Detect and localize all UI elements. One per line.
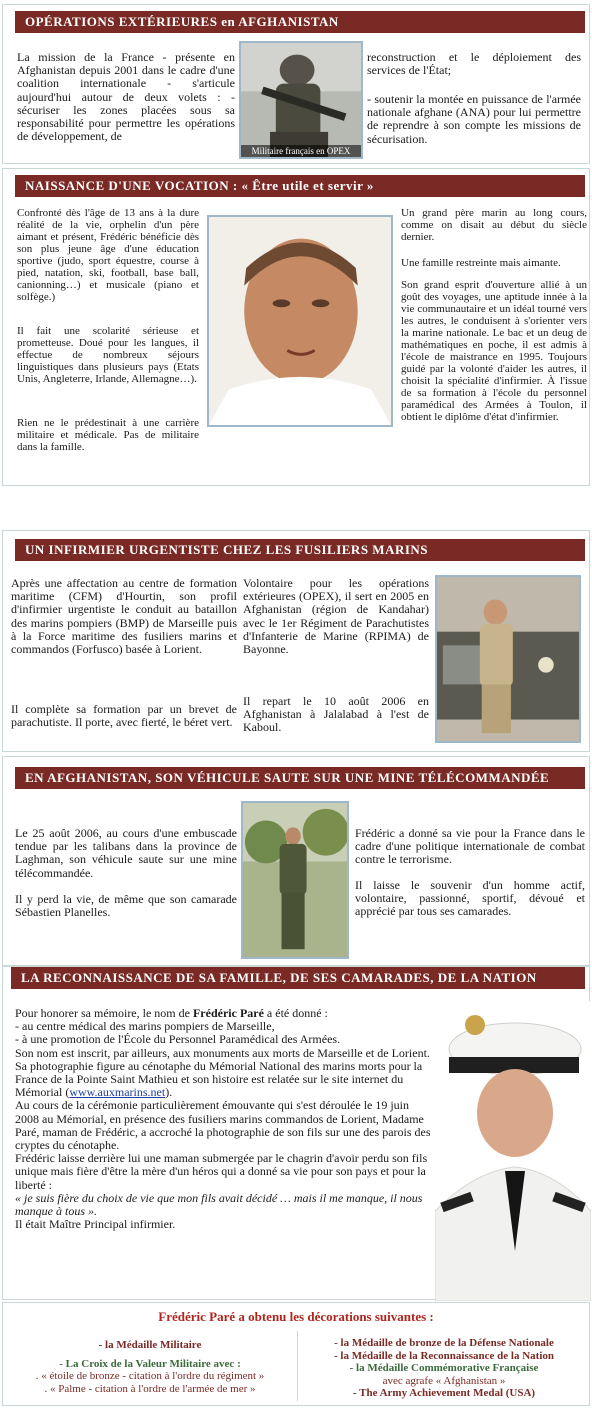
memorial-text-end: ). — [165, 1085, 173, 1100]
vocation-left-a: Confronté dès l'âge de 13 ans à la dure réalité de la vie, orphelin d'un père aimant et présent, Frédéric bénéficie dès son plus jeune âge d'une éducation sportive (judo, sport équestre, course à pied, natation, ski, football, base ball, canionning…) et musicale (piano et solfège.) — [17, 207, 199, 303]
mine-left-b: Il y perd la vie, de même que son camarade Sébastien Planelles. — [15, 892, 237, 920]
vocation-right-c: Son grand esprit d'ouverture allié à un goût des voyages, une aptitude innée à la vie communautaire et un idéal tourné vers les autres, le conduisent à s'orienter vers la marine nationale. Le bac et un deug de mathématiques en poche, il est admis à l'école de maistrance en 1995. Toujours guidé par la volonté d'aider les autres, il choisit la spécialité d'infirmier. À l'issue de sa formation à l'école du personnel paramédical des Armées à Toulon, il obtient le diplôme d'état d'infirmier. — [401, 279, 587, 423]
decoration-item: . « étoile de bronze - citation à l'ordre du régiment » — [35, 1370, 265, 1382]
section-title-mine: EN AFGHANISTAN, SON VÉHICULE SAUTE SUR UNE MINE TÉLÉCOMMANDÉE — [15, 767, 585, 789]
reconnaissance-text — [15, 1007, 435, 1231]
mine-left-a: Le 25 août 2006, au cours d'une embuscade tendue par les talibans dans la province de Laghman, son véhicule saute sur une mine télécommandée. — [15, 826, 237, 880]
panel-infirmier — [2, 530, 590, 752]
decorations-divider — [297, 1331, 298, 1401]
section-title-opex: OPÉRATIONS EXTÉRIEURES en AFGHANISTAN — [15, 11, 585, 33]
honor-item: - au centre médical des marins pompiers de Marseille, — [15, 1019, 275, 1034]
mine-right-b: Il laisse le souvenir d'un homme actif, volontaire, passionné, sportif, dévoué et apprécié par tous ses camarades. — [355, 878, 585, 919]
opex-left-text: La mission de la France - présente en Afghanistan depuis 2001 dans le cadre d'une coalition internationale - s'articule aujourd'hui autour de deux volets : - sécuriser les zones placées sous sa responsabilité pour permettre les opérations de développement, de — [17, 50, 235, 144]
rank-text: Il était Maître Principal infirmier. — [15, 1217, 176, 1232]
vehicle-photo — [435, 575, 581, 743]
section-title-reconnaissance: LA RECONNAISSANCE DE SA FAMILLE, DE SES CAMARADES, DE LA NATION — [11, 967, 585, 989]
decorations-right — [301, 1337, 587, 1400]
decoration-item: - The Army Achievement Medal (USA) — [352, 1387, 536, 1399]
honor-intro: Pour honorer sa mémoire, le nom de — [15, 1006, 190, 1020]
infirmier-col1-a: Après une affectation au centre de formation maritime (CFM) d'Hourtin, son profil d'infirmier urgentiste le conduit au bataillon des marins pompiers (BMP) de Marseille puis à la Force maritime des fusiliers marins et commandos (Forfusco) basée à Lorient. — [11, 576, 237, 657]
portrait-photo — [207, 215, 393, 427]
memorial-text: Sa photographie figure au cénotaphe du Mémorial National des marins morts pour la France de la Pointe Saint Mathieu et son histoire est relatée sur le site internet du Mémorial ( — [15, 1058, 423, 1100]
decorations-left — [7, 1339, 293, 1395]
vocation-right-a: Un grand père marin au long cours, comme on disait au début du siècle dernier. — [401, 207, 587, 243]
mother-text: Frédéric laisse derrière lui une maman submergée par le chagrin d'avoir perdu son fils unique mais fière d'être la mère d'un héros qui a donné sa vie pour son pays et pour la liberté : — [15, 1151, 428, 1192]
decoration-item: - la Médaille de bronze de la Défense Nationale — [334, 1337, 554, 1349]
monuments-text: Son nom est inscrit, par ailleurs, aux monuments aux morts de Marseille et de Lorient. — [15, 1045, 430, 1060]
photo-caption: Militaire français en OPEX — [241, 145, 361, 157]
memorial-link[interactable]: www.auxmarins.net — [69, 1085, 166, 1100]
honor-item: - à une promotion de l'École du Personnel Paramédical des Armées. — [15, 1032, 341, 1047]
vocation-left-c: Rien ne le prédestinait à une carrière militaire et médicale. Pas de militaire dans la famille. — [17, 417, 199, 453]
honor-name: Frédéric Paré — [192, 1006, 264, 1020]
opex-right-text-a: reconstruction et le déploiement des services de l'État; — [367, 50, 581, 78]
infirmier-col2-a: Volontaire pour les opérations extérieures (OPEX), il sert en 2005 en Afghanistan (région de Kandahar) avec le 1er Régiment de Parachutistes d'Infanterie de Marine (RPIMA) de Bayonne. — [243, 576, 429, 657]
decoration-item: - la Médaille Commémorative Française — [349, 1362, 539, 1374]
field-photo — [241, 801, 349, 959]
opex-right-text-b: - soutenir la montée en puissance de l'armée nationale afghane (ANA) pour lui permettre de reprendre à son compte les missions de sécurisation. — [367, 92, 581, 146]
decoration-item: avec agrafe « Afghanistan » — [382, 1374, 506, 1387]
vocation-left-b: Il fait une scolarité sérieuse et prometteuse. Doué pour les langues, il effectue de nombreux séjours linguistiques dans plusieurs pays (Etats Unis, Angleterre, Irlande, Allemagne…). — [17, 325, 199, 385]
section-title-vocation: NAISSANCE D'UNE VOCATION : « Être utile et servir » — [15, 175, 585, 197]
infirmier-col2-b: Il repart le 10 août 2006 en Afghanistan à Jalalabad à l'est de Kaboul. — [243, 694, 429, 735]
uniform-photo — [435, 1001, 591, 1301]
panel-decorations — [2, 1302, 590, 1406]
soldier-photo — [239, 41, 363, 159]
panel-vocation — [2, 168, 590, 486]
decoration-item: . « Palme - citation à l'ordre de l'armée de mer » — [44, 1382, 256, 1395]
panel-opex — [2, 4, 590, 164]
mother-quote: « je suis fière du choix de vie que mon fils avait décidé … mais il me manque, il nous manque à tous ». — [15, 1190, 423, 1219]
decoration-item: - La Croix de la Valeur Militaire avec : — [59, 1357, 241, 1370]
honor-intro-end: a été donné : — [266, 1006, 328, 1020]
panel-reconnaissance — [2, 966, 590, 1300]
ceremony-text: Au cours de la cérémonie particulièrement émouvante qui s'est déroulée le 19 juin 2008 au Mémorial, en présence des fusiliers marins commandos de Lorient, Madame Paré, maman de Frédéric, a accroché la photographie de son fils sur une des parois des cryptes du cénotaphe. — [15, 1098, 431, 1153]
decorations-title: Frédéric Paré a obtenu les décorations suivantes : — [158, 1309, 434, 1324]
decoration-item: - la Médaille Militaire — [98, 1339, 202, 1351]
mine-right-a: Frédéric a donné sa vie pour la France dans le cadre d'une politique internationale de combat contre le terrorisme. — [355, 826, 585, 867]
panel-mine — [2, 756, 590, 966]
infirmier-col1-b: Il complète sa formation par un brevet de parachutiste. Il porte, avec fierté, le béret vert. — [11, 702, 237, 730]
section-title-infirmier: UN INFIRMIER URGENTISTE CHEZ LES FUSILIERS MARINS — [15, 539, 585, 561]
decoration-item: - la Médaille de la Reconnaissance de la Nation — [334, 1349, 554, 1362]
vocation-right-b: Une famille restreinte mais aimante. — [401, 257, 561, 269]
